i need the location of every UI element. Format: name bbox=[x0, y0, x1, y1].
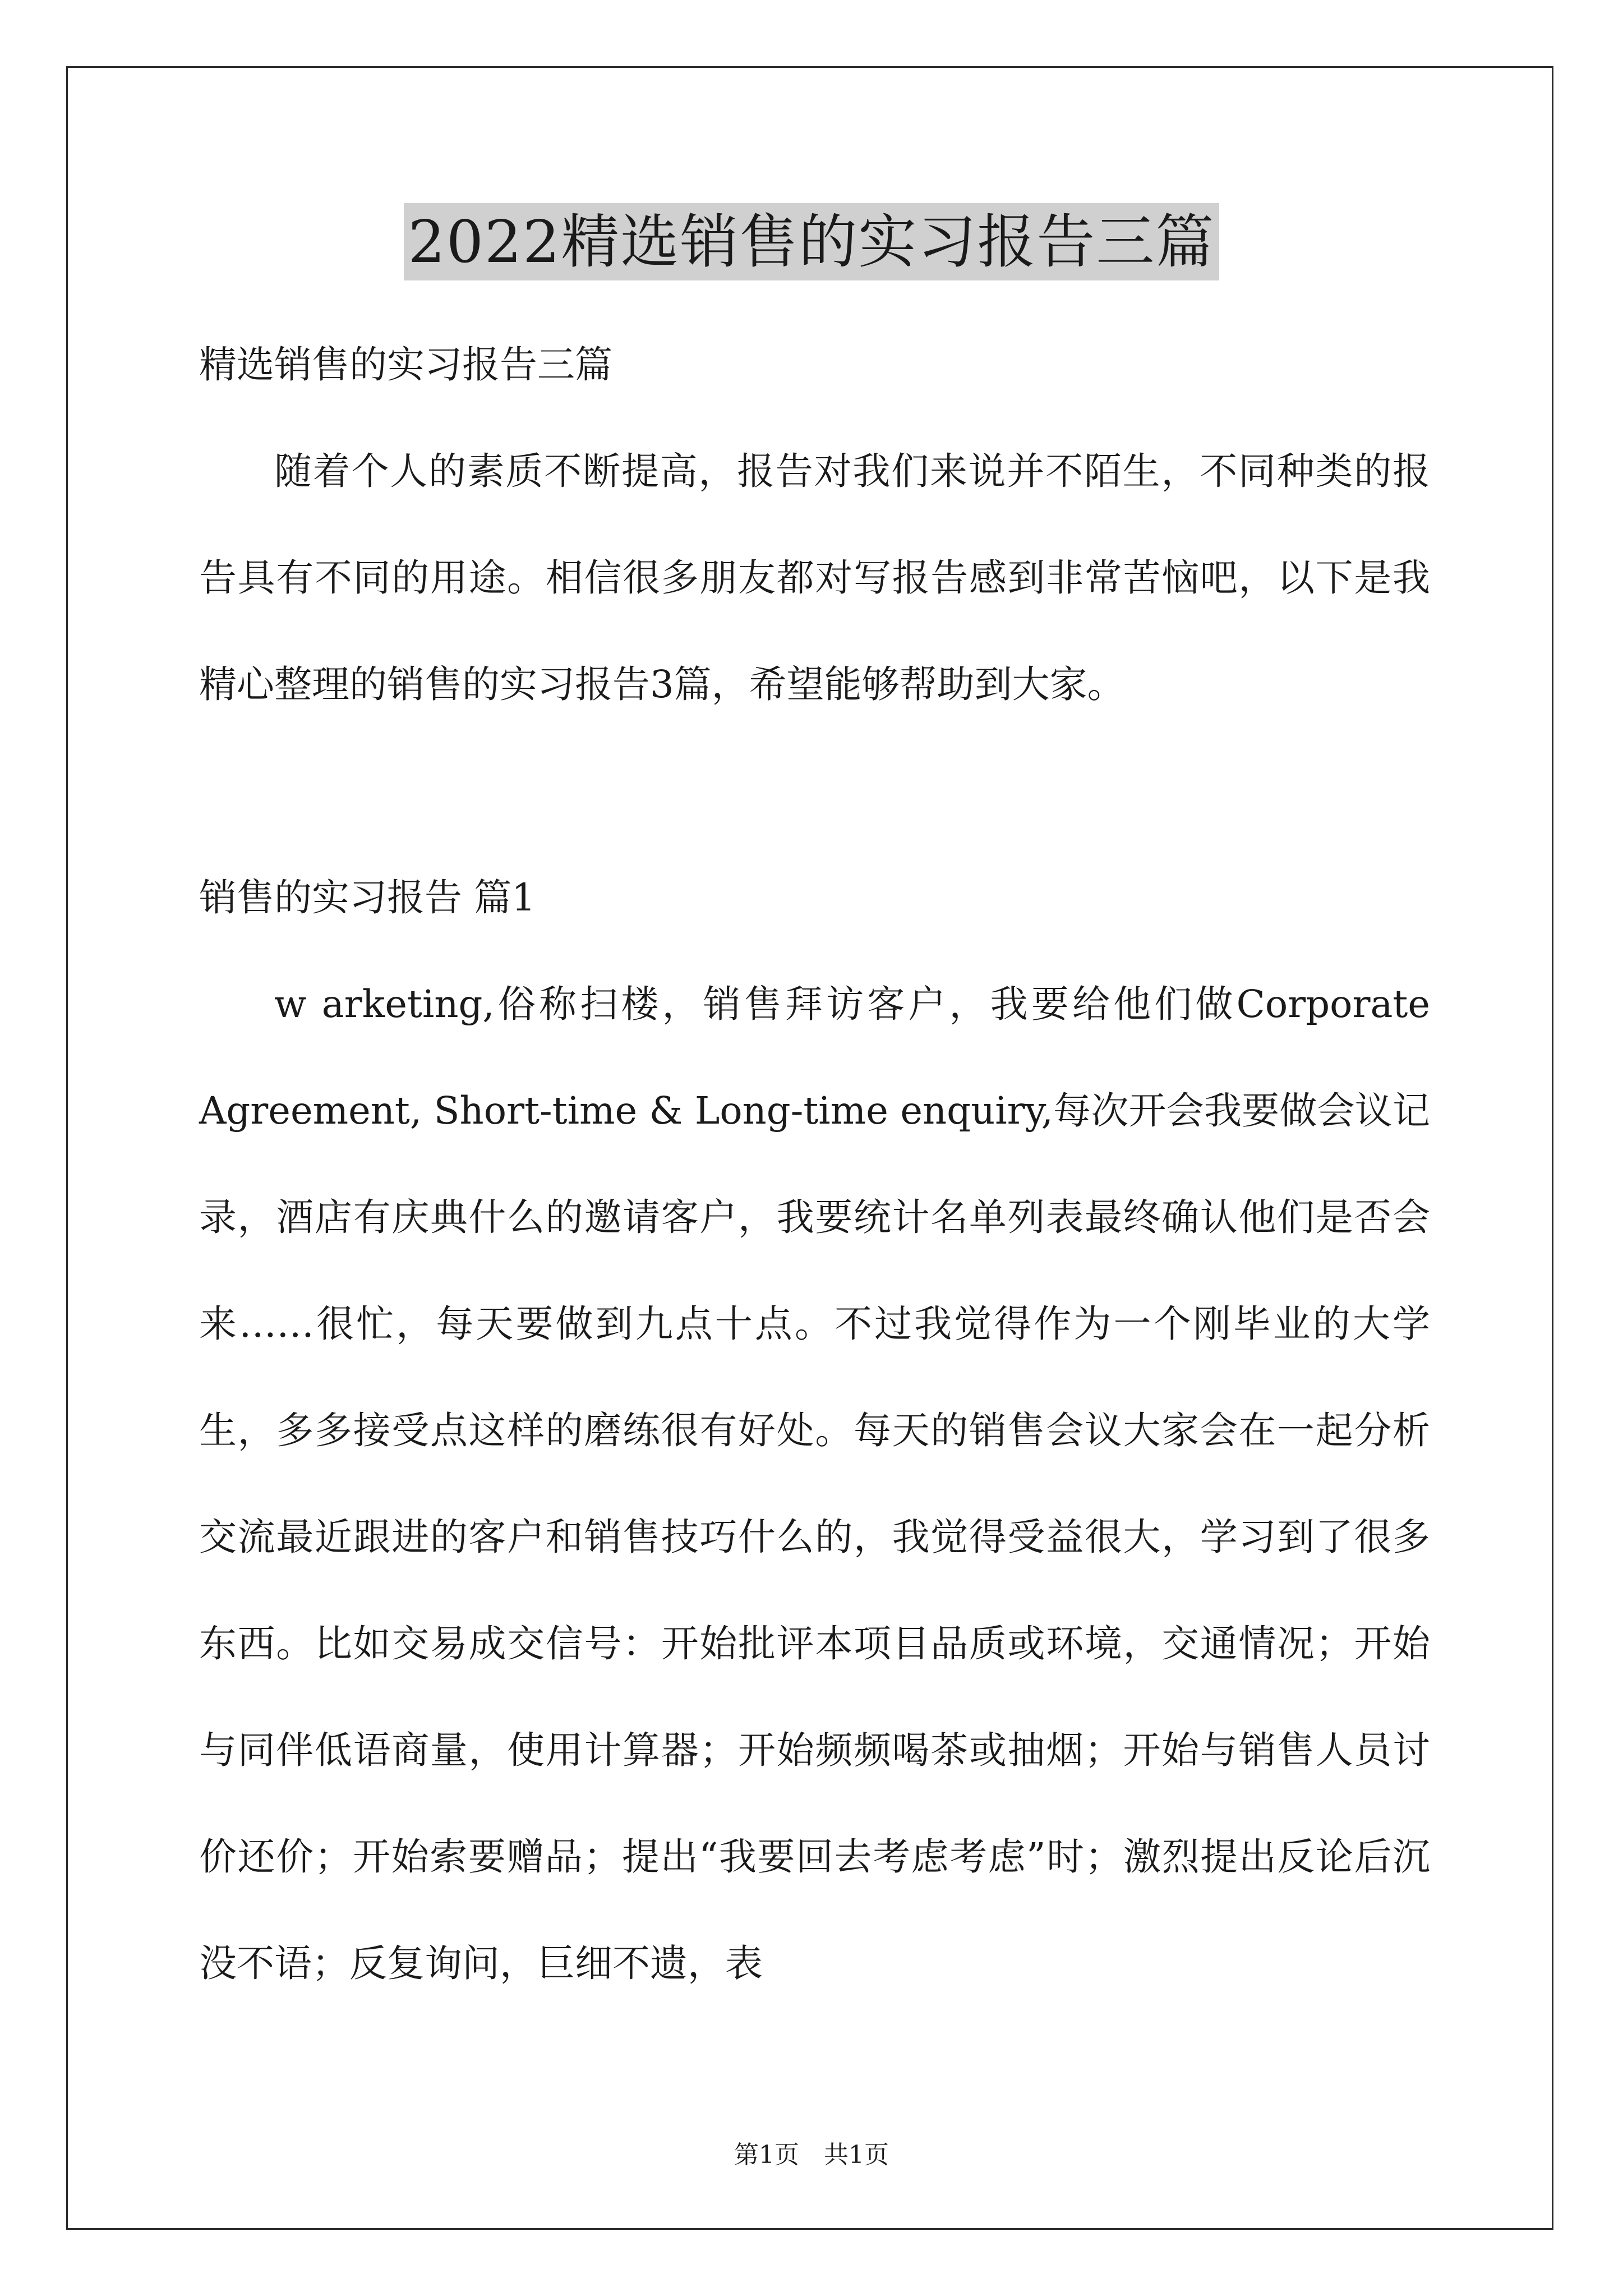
paragraph-gap bbox=[199, 738, 1430, 844]
intro-paragraph: 随着个人的素质不断提高，报告对我们来说并不陌生，不同种类的报告具有不同的用途。相信很多朋友都对写报告感到非常苦恼吧，以下是我精心整理的销售的实习报告3篇，希望能够帮助到大家。 bbox=[199, 449, 1430, 706]
section-heading: 销售的实习报告 篇1 bbox=[199, 876, 536, 919]
document-subtitle: 精选销售的实习报告三篇 bbox=[199, 343, 612, 386]
document-body bbox=[199, 311, 1430, 2017]
section-paragraph: w arketing,俗称扫楼，销售拜访客户，我要给他们做Corporate Agreement, Short-time & Long-time enquiry,每次开会我要做会议记录，酒店有庆典什么的邀请客户，我要统计名单列表最终确认他们是否会来……很忙，每天要做到九点十点。不过我觉得作为一个刚毕业的大学生，多多接受点这样的磨练很有好处。每天的销售会议大家会在一起分析交流最近跟进的客户和销售技巧什么的，我觉得受益很大，学习到了很多东西。比如交易成交信号：开始批评本项目品质或环境，交通情况；开始与同伴低语商量，使用计算器；开始频频喝茶或抽烟；开始与销售人员讨价还价；开始索要赠品；提出“我要回去考虑考虑”时；激烈提出反论后沉没不语；反复询问，巨细不遗，表 bbox=[199, 982, 1430, 1985]
document-title: 2022精选销售的实习报告三篇 bbox=[404, 203, 1220, 280]
title-container bbox=[0, 203, 1623, 280]
page-footer: 第1页 共1页 bbox=[734, 2141, 889, 2169]
